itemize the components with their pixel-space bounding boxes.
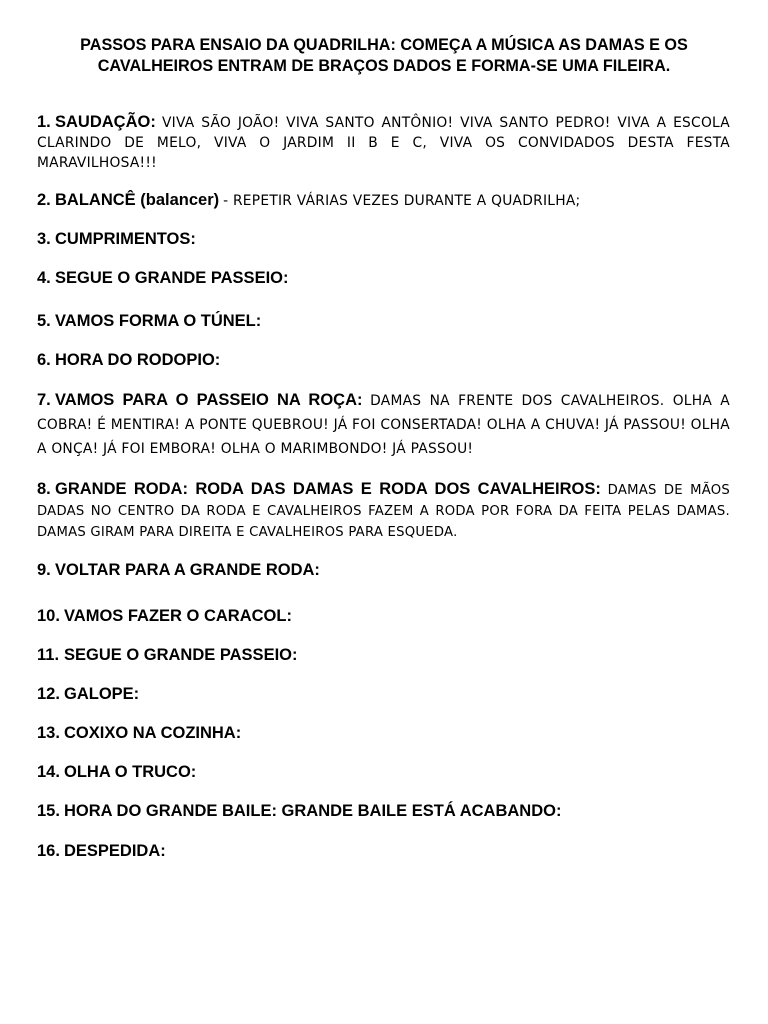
- step-description: DAMAS DE MÃOS DADAS NO CENTRO DA RODA E CAVALHEIROS FAZEM A RODA POR FORA DA FEITA PELAS DAMAS. DAMAS GIRAM PARA DIREITA E CAVALHEIROS PARA ESQUEDA.: [37, 483, 730, 540]
- step-description: VIVA SÃO JOÃO! VIVA SANTO ANTÔNIO! VIVA SANTO PEDRO! VIVA A ESCOLA CLARINDO DE MELO, VIVA O JARDIM II B E C, VIVA OS CONVIDADOS DESTA FESTA MARAVILHOSA!!!: [37, 115, 730, 171]
- step-number: 5.: [37, 312, 51, 330]
- step-heading: GRANDE RODA: RODA DAS DAMAS E RODA DOS CAVALHEIROS:: [55, 480, 601, 498]
- step-12: [37, 684, 730, 705]
- step-heading: VAMOS FAZER O CARACOL:: [64, 607, 292, 625]
- step-2: [37, 190, 730, 212]
- step-9: [37, 560, 730, 581]
- document-title: PASSOS PARA ENSAIO DA QUADRILHA: COMEÇA A MÚSICA AS DAMAS E OS CAVALHEIROS ENTRAM DE BRAÇOS DADOS E FORMA-SE UMA FILEIRA.: [80, 36, 688, 75]
- step-heading: COXIXO NA COZINHA:: [64, 724, 242, 742]
- step-heading: BALANCÊ (balancer): [55, 191, 220, 209]
- step-15: [37, 801, 730, 822]
- step-number: 8.: [37, 480, 51, 498]
- step-heading: DESPEDIDA:: [64, 842, 166, 860]
- step-heading: VAMOS PARA O PASSEIO NA ROÇA:: [55, 391, 363, 409]
- step-8: [37, 479, 730, 543]
- step-number: 7.: [37, 391, 51, 409]
- step-heading: VAMOS FORMA O TÚNEL:: [55, 312, 262, 330]
- step-heading: SAUDAÇÃO:: [55, 113, 156, 131]
- step-number: 14.: [37, 763, 60, 781]
- step-heading: HORA DO RODOPIO:: [55, 351, 221, 369]
- step-number: 10.: [37, 607, 60, 625]
- step-heading: SEGUE O GRANDE PASSEIO:: [64, 646, 298, 664]
- step-1: [37, 112, 730, 173]
- step-number: 13.: [37, 724, 60, 742]
- step-7: [37, 389, 730, 461]
- step-description: DAMAS NA FRENTE DOS CAVALHEIROS. OLHA A COBRA! É MENTIRA! A PONTE QUEBROU! JÁ FOI CONSERTADA! OLHA A CHUVA! JÁ PASSOU! OLHA A ONÇA! JÁ FOI EMBORA! OLHA O MARIMBONDO! JÁ PASSOU!: [37, 393, 730, 457]
- step-number: 3.: [37, 230, 51, 248]
- step-number: 4.: [37, 269, 51, 287]
- step-4: [37, 268, 730, 289]
- step-number: 6.: [37, 351, 51, 369]
- step-6: [37, 350, 730, 371]
- step-10: [37, 606, 730, 627]
- step-16: [37, 841, 730, 862]
- step-number: 2.: [37, 191, 51, 209]
- step-heading: VOLTAR PARA A GRANDE RODA:: [55, 561, 320, 579]
- step-description: - REPETIR VÁRIAS VEZES DURANTE A QUADRILHA;: [223, 193, 581, 209]
- step-heading: CUMPRIMENTOS:: [55, 230, 196, 248]
- step-number: 15.: [37, 802, 60, 820]
- step-5: [37, 311, 730, 332]
- step-heading: GALOPE:: [64, 685, 140, 703]
- step-number: 12.: [37, 685, 60, 703]
- step-heading: OLHA O TRUCO:: [64, 763, 197, 781]
- step-13: [37, 723, 730, 744]
- step-3: [37, 229, 730, 250]
- step-number: 16.: [37, 842, 60, 860]
- step-number: 1.: [37, 113, 51, 131]
- step-heading: HORA DO GRANDE BAILE: GRANDE BAILE ESTÁ ACABANDO:: [64, 802, 562, 820]
- step-11: [37, 645, 730, 666]
- step-14: [37, 762, 730, 783]
- step-number: 9.: [37, 561, 51, 579]
- step-heading: SEGUE O GRANDE PASSEIO:: [55, 269, 289, 287]
- step-number: 11.: [37, 646, 60, 664]
